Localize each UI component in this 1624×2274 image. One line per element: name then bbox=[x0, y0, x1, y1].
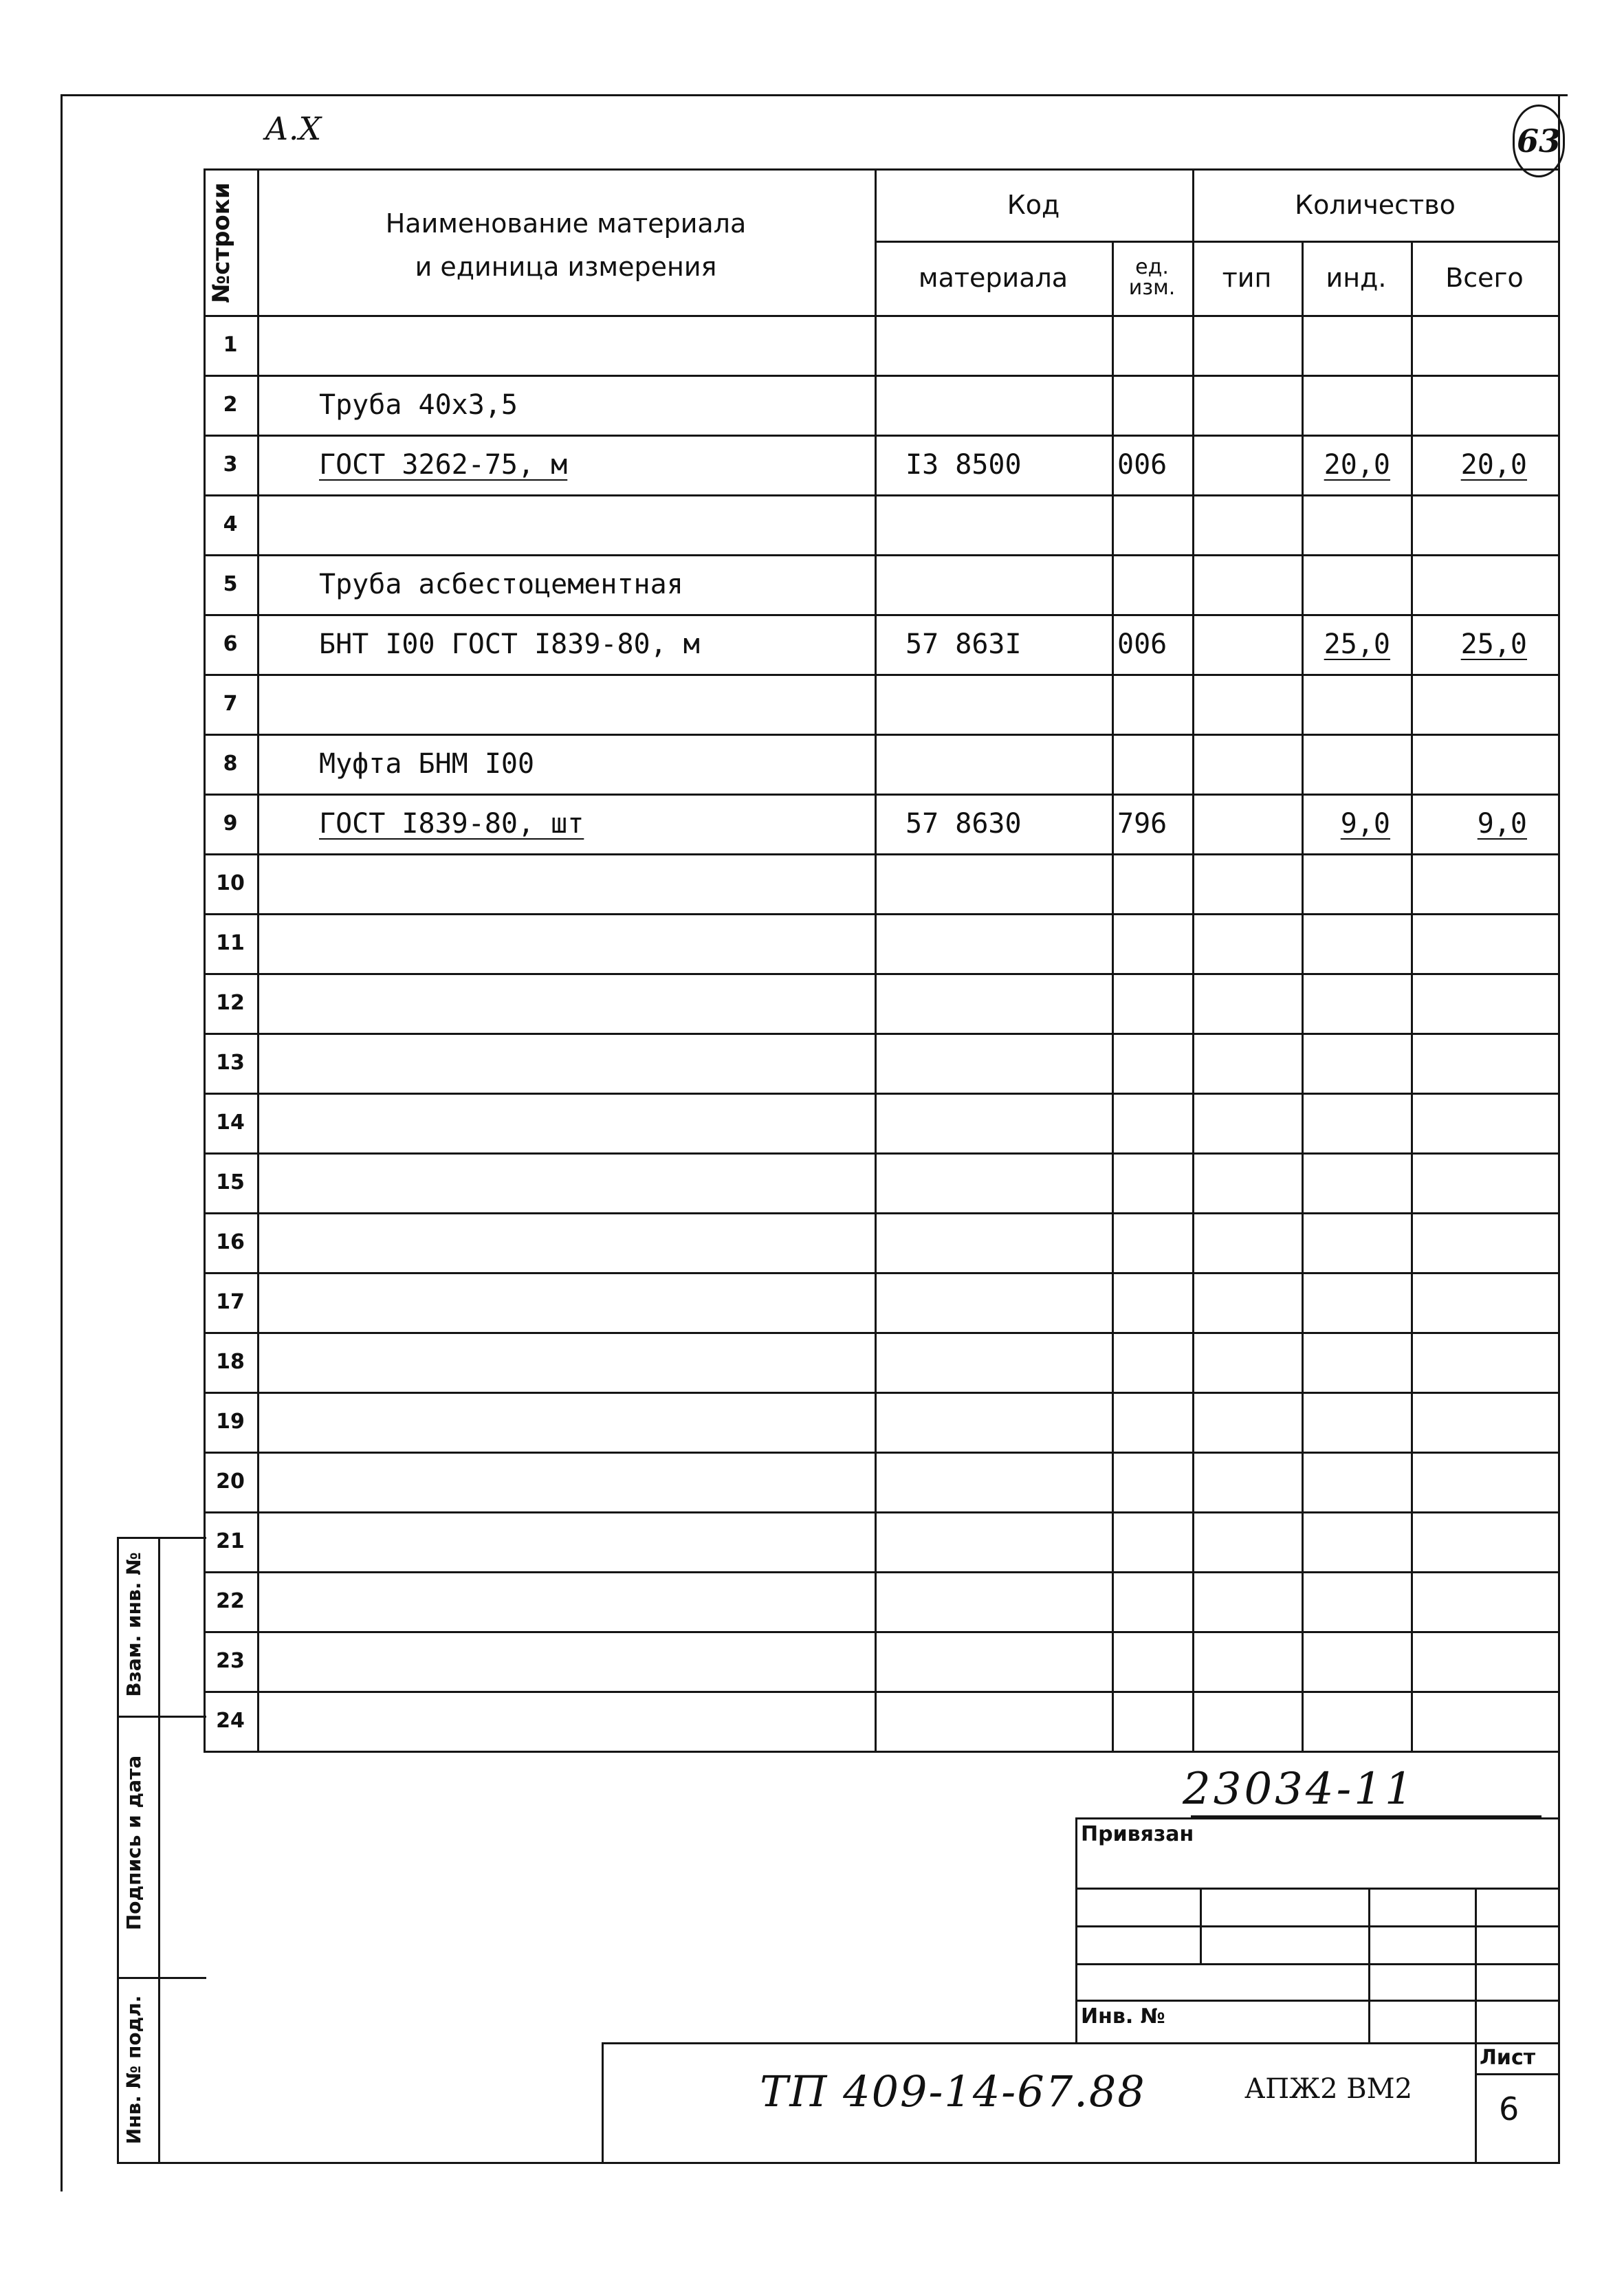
table-column-line bbox=[1558, 168, 1560, 1751]
cell-type bbox=[1192, 1152, 1302, 1212]
cell-unit: 006 bbox=[1117, 628, 1167, 660]
margin-divider-lower bbox=[117, 1977, 206, 1979]
cell-type bbox=[1192, 1033, 1302, 1093]
row-number: 4 bbox=[223, 512, 238, 536]
cell-type bbox=[1192, 1332, 1302, 1392]
cell-total bbox=[1411, 1452, 1558, 1511]
header-qty-type: тип bbox=[1222, 263, 1272, 293]
cell-total bbox=[1411, 1033, 1558, 1093]
cell-total bbox=[1411, 1093, 1558, 1152]
margin-divider-top bbox=[117, 1537, 206, 1539]
cell-name: ГОСТ I839-80, шт bbox=[319, 807, 584, 840]
table-row-line bbox=[204, 1212, 1558, 1214]
table-row-line bbox=[204, 1392, 1558, 1394]
cell-name bbox=[257, 1691, 875, 1751]
stamp-left bbox=[602, 2042, 604, 2163]
row-number: 3 bbox=[223, 452, 238, 477]
cell-total bbox=[1411, 1631, 1558, 1691]
row-number: 2 bbox=[223, 393, 238, 417]
cell-name bbox=[257, 973, 875, 1033]
cell-type bbox=[1192, 554, 1302, 614]
row-number: 7 bbox=[223, 692, 238, 716]
cell-unit bbox=[1112, 1392, 1192, 1452]
cell-ind bbox=[1302, 1571, 1411, 1631]
cell-ind bbox=[1302, 375, 1411, 435]
cell-unit bbox=[1112, 674, 1192, 734]
header-name-line2: и единица измерения bbox=[415, 252, 717, 282]
cell-unit bbox=[1112, 1152, 1192, 1212]
cell-ind bbox=[1302, 1452, 1411, 1511]
cell-code bbox=[875, 734, 1112, 794]
cell-name bbox=[257, 674, 875, 734]
cell-total: 25,0 bbox=[1460, 628, 1527, 660]
table-header-bottom-line bbox=[204, 315, 1558, 317]
cell-code bbox=[875, 1392, 1112, 1452]
cell-type bbox=[1192, 1511, 1302, 1571]
margin-inner-mid bbox=[158, 1537, 160, 2163]
table-column-line bbox=[1411, 241, 1413, 1751]
header-unit bbox=[1112, 242, 1192, 314]
cell-type bbox=[1192, 375, 1302, 435]
table-row-line bbox=[204, 674, 1558, 676]
cell-type bbox=[1192, 674, 1302, 734]
table-row-line bbox=[204, 1452, 1558, 1454]
cell-total: 20,0 bbox=[1460, 448, 1527, 481]
cell-unit: 006 bbox=[1117, 448, 1167, 481]
cell-code bbox=[875, 1272, 1112, 1332]
row-number: 14 bbox=[216, 1111, 245, 1135]
table-row-line bbox=[204, 494, 1558, 496]
table-row-line bbox=[204, 614, 1558, 616]
cell-name: Муфта БНМ I00 bbox=[319, 747, 535, 780]
table-row-line bbox=[204, 794, 1558, 796]
cell-total bbox=[1411, 494, 1558, 554]
page-stamp-number: 63 bbox=[1516, 122, 1561, 160]
cell-ind bbox=[1302, 315, 1411, 375]
cell-unit bbox=[1112, 1452, 1192, 1511]
cell-name bbox=[257, 1212, 875, 1272]
cell-type bbox=[1192, 794, 1302, 853]
cell-total bbox=[1411, 1332, 1558, 1392]
row-number: 19 bbox=[216, 1410, 245, 1434]
cell-code bbox=[875, 1033, 1112, 1093]
header-qty-total: Всего bbox=[1445, 263, 1524, 293]
table-row-line bbox=[204, 1691, 1558, 1693]
cell-ind bbox=[1302, 1332, 1411, 1392]
cell-name bbox=[257, 1392, 875, 1452]
row-number: 11 bbox=[216, 931, 245, 955]
cell-code bbox=[875, 1571, 1112, 1631]
header-quantity-group: Количество bbox=[1295, 189, 1456, 220]
row-number: 13 bbox=[216, 1051, 245, 1075]
row-number: 22 bbox=[216, 1589, 245, 1613]
cell-type bbox=[1192, 1272, 1302, 1332]
cell-unit bbox=[1112, 1093, 1192, 1152]
cell-type bbox=[1192, 1392, 1302, 1452]
cell-unit bbox=[1112, 1571, 1192, 1631]
cell-unit bbox=[1112, 554, 1192, 614]
cell-code bbox=[875, 853, 1112, 913]
header-code-group: Код bbox=[1007, 189, 1060, 220]
cell-total bbox=[1411, 1571, 1558, 1631]
cell-code: 57 8630 bbox=[906, 807, 1022, 840]
cell-total bbox=[1411, 375, 1558, 435]
cell-unit: 796 bbox=[1117, 807, 1167, 840]
cell-code bbox=[875, 1452, 1112, 1511]
row-number: 18 bbox=[216, 1350, 245, 1374]
cell-ind: 25,0 bbox=[1324, 628, 1390, 660]
cell-code bbox=[875, 674, 1112, 734]
cell-unit bbox=[1112, 494, 1192, 554]
cell-unit bbox=[1112, 734, 1192, 794]
margin-label-replace-inv: Взам. инв. № bbox=[122, 1552, 145, 1697]
cell-code bbox=[875, 554, 1112, 614]
sheet-number: 6 bbox=[1499, 2090, 1519, 2128]
cell-type bbox=[1192, 1691, 1302, 1751]
row-number: 17 bbox=[216, 1290, 245, 1314]
cell-total bbox=[1411, 1272, 1558, 1332]
cell-code bbox=[875, 315, 1112, 375]
cell-ind bbox=[1302, 973, 1411, 1033]
header-qty-ind: инд. bbox=[1326, 263, 1387, 293]
cell-ind bbox=[1302, 1212, 1411, 1272]
cell-ind bbox=[1302, 674, 1411, 734]
cell-name: Труба 40х3,5 bbox=[319, 389, 518, 421]
cell-ind bbox=[1302, 1392, 1411, 1452]
cell-ind bbox=[1302, 1272, 1411, 1332]
margin-label-inv-orig: Инв. № подл. bbox=[122, 1995, 145, 2145]
cell-unit bbox=[1112, 315, 1192, 375]
cell-unit bbox=[1112, 375, 1192, 435]
table-row-line bbox=[204, 1751, 1558, 1753]
cell-ind bbox=[1302, 1093, 1411, 1152]
cell-code: 57 863I bbox=[906, 628, 1022, 660]
cell-name bbox=[257, 494, 875, 554]
cell-type bbox=[1192, 1631, 1302, 1691]
doc-mark: АПЖ2 ВМ2 bbox=[1244, 2073, 1413, 2105]
table-row-line bbox=[204, 1152, 1558, 1155]
cell-unit bbox=[1112, 973, 1192, 1033]
cell-code bbox=[875, 1511, 1112, 1571]
cell-unit bbox=[1112, 1332, 1192, 1392]
table-row-line bbox=[204, 1272, 1558, 1274]
margin-divider-middle bbox=[117, 1716, 206, 1718]
sheet-label: Лист bbox=[1480, 2046, 1536, 2070]
stamp-top bbox=[602, 2042, 1559, 2044]
table-column-line bbox=[1112, 241, 1114, 1751]
cell-code bbox=[875, 1093, 1112, 1152]
cell-name bbox=[257, 315, 875, 375]
cell-code bbox=[875, 1631, 1112, 1691]
table-row-line bbox=[204, 734, 1558, 736]
table-row-line bbox=[204, 1511, 1558, 1513]
header-unit-line2: изм. bbox=[1128, 276, 1176, 300]
cell-type bbox=[1192, 1093, 1302, 1152]
tie-number: 23034-11 bbox=[1183, 1764, 1416, 1815]
cell-name bbox=[257, 1511, 875, 1571]
cell-code bbox=[875, 913, 1112, 973]
cell-unit bbox=[1112, 1511, 1192, 1571]
margin-inner-left bbox=[117, 1537, 119, 2163]
row-number: 23 bbox=[216, 1649, 245, 1673]
cell-total bbox=[1411, 1392, 1558, 1452]
table-row-line bbox=[204, 853, 1558, 855]
cell-ind: 9,0 bbox=[1340, 807, 1390, 840]
title-grid-row1 bbox=[1075, 1888, 1559, 1890]
row-number: 12 bbox=[216, 991, 245, 1015]
cell-code bbox=[875, 973, 1112, 1033]
frame-left-border bbox=[61, 94, 63, 2191]
row-number: 5 bbox=[223, 572, 238, 596]
cell-name: ГОСТ 3262-75, м bbox=[319, 448, 568, 481]
cell-total bbox=[1411, 315, 1558, 375]
cell-code bbox=[875, 375, 1112, 435]
title-grid-col1 bbox=[1200, 1888, 1202, 1963]
cell-name bbox=[257, 1631, 875, 1691]
cell-type bbox=[1192, 1452, 1302, 1511]
cell-name bbox=[257, 1332, 875, 1392]
cell-total bbox=[1411, 1212, 1558, 1272]
table-row-line bbox=[204, 435, 1558, 437]
table-row-line bbox=[204, 1033, 1558, 1035]
cell-name bbox=[257, 853, 875, 913]
title-grid-col2 bbox=[1368, 1888, 1370, 2044]
table-row-line bbox=[204, 375, 1558, 377]
cell-code bbox=[875, 1332, 1112, 1392]
table-row-line bbox=[204, 1571, 1558, 1573]
cell-unit bbox=[1112, 1033, 1192, 1093]
cell-ind bbox=[1302, 734, 1411, 794]
cell-total bbox=[1411, 1511, 1558, 1571]
doc-code: ТП 409-14-67.88 bbox=[760, 2066, 1146, 2117]
header-unit-line1: ед. bbox=[1135, 255, 1169, 279]
table-row-line bbox=[204, 554, 1558, 556]
table-row-line bbox=[204, 913, 1558, 915]
table-row-line bbox=[204, 1093, 1558, 1095]
cell-name bbox=[257, 1571, 875, 1631]
table-top-line bbox=[204, 168, 1558, 171]
table-row-line bbox=[204, 973, 1558, 975]
header-name-line1: Наименование материала bbox=[385, 208, 747, 239]
cell-ind bbox=[1302, 853, 1411, 913]
margin-label-sign-date: Подпись и дата bbox=[122, 1755, 145, 1931]
cell-name bbox=[257, 1452, 875, 1511]
cell-total: 9,0 bbox=[1477, 807, 1527, 840]
cell-code: I3 8500 bbox=[906, 448, 1022, 481]
cell-ind bbox=[1302, 1152, 1411, 1212]
cell-ind bbox=[1302, 1631, 1411, 1691]
cell-unit bbox=[1112, 913, 1192, 973]
page-stamp bbox=[1513, 105, 1565, 177]
cell-code bbox=[875, 1691, 1112, 1751]
cell-ind: 20,0 bbox=[1324, 448, 1390, 481]
cell-total bbox=[1411, 913, 1558, 973]
cell-total bbox=[1411, 674, 1558, 734]
cell-type bbox=[1192, 1571, 1302, 1631]
row-number: 9 bbox=[223, 811, 238, 835]
title-grid-col3 bbox=[1475, 1888, 1477, 2163]
cell-type bbox=[1192, 315, 1302, 375]
cell-unit bbox=[1112, 1691, 1192, 1751]
cell-name bbox=[257, 1152, 875, 1212]
cell-type bbox=[1192, 853, 1302, 913]
cell-code bbox=[875, 494, 1112, 554]
tied-label: Привязан bbox=[1081, 1822, 1194, 1846]
cell-code bbox=[875, 1212, 1112, 1272]
cell-type bbox=[1192, 1212, 1302, 1272]
cell-type bbox=[1192, 435, 1302, 494]
row-number: 8 bbox=[223, 752, 238, 776]
title-grid-row2 bbox=[1075, 1925, 1559, 1927]
inv-label: Инв. № bbox=[1081, 2004, 1165, 2029]
row-number: 6 bbox=[223, 632, 238, 656]
row-number: 21 bbox=[216, 1529, 245, 1553]
corner-note: А.Х bbox=[265, 110, 322, 147]
cell-type bbox=[1192, 913, 1302, 973]
header-code-material: материала bbox=[918, 263, 1068, 293]
table-column-line bbox=[1302, 241, 1304, 1751]
cell-name bbox=[257, 913, 875, 973]
cell-total bbox=[1411, 1152, 1558, 1212]
cell-unit bbox=[1112, 853, 1192, 913]
cell-ind bbox=[1302, 554, 1411, 614]
frame-bottom-border bbox=[117, 2162, 1560, 2164]
row-number: 24 bbox=[216, 1709, 245, 1733]
header-row-number: №строки bbox=[208, 182, 235, 303]
cell-ind bbox=[1302, 1511, 1411, 1571]
cell-ind bbox=[1302, 913, 1411, 973]
cell-name bbox=[257, 1033, 875, 1093]
cell-unit bbox=[1112, 1272, 1192, 1332]
row-number: 1 bbox=[223, 333, 238, 357]
sheet-cell-divider bbox=[1475, 2073, 1559, 2075]
cell-name: БНТ I00 ГОСТ I839-80, м bbox=[319, 628, 700, 660]
row-number: 10 bbox=[216, 871, 245, 895]
row-number: 16 bbox=[216, 1230, 245, 1254]
row-number: 20 bbox=[216, 1469, 245, 1494]
cell-type bbox=[1192, 614, 1302, 674]
table-subheader-line bbox=[875, 241, 1558, 243]
frame-top-border bbox=[61, 94, 1568, 96]
cell-ind bbox=[1302, 1033, 1411, 1093]
title-grid-row3 bbox=[1075, 1963, 1559, 1965]
cell-total bbox=[1411, 853, 1558, 913]
cell-unit bbox=[1112, 1631, 1192, 1691]
cell-total bbox=[1411, 973, 1558, 1033]
table-row-line bbox=[204, 1332, 1558, 1334]
title-block-top bbox=[1075, 1817, 1559, 1819]
cell-name bbox=[257, 1272, 875, 1332]
row-number: 15 bbox=[216, 1170, 245, 1194]
cell-name bbox=[257, 1093, 875, 1152]
cell-type bbox=[1192, 734, 1302, 794]
cell-type bbox=[1192, 973, 1302, 1033]
table-row-line bbox=[204, 1631, 1558, 1633]
cell-name: Труба асбестоцементная bbox=[319, 568, 683, 600]
cell-ind bbox=[1302, 1691, 1411, 1751]
cell-type bbox=[1192, 494, 1302, 554]
cell-total bbox=[1411, 1691, 1558, 1751]
cell-total bbox=[1411, 734, 1558, 794]
title-grid-row4 bbox=[1075, 2000, 1559, 2002]
cell-unit bbox=[1112, 1212, 1192, 1272]
cell-ind bbox=[1302, 494, 1411, 554]
title-block-left bbox=[1075, 1817, 1077, 2044]
cell-total bbox=[1411, 554, 1558, 614]
cell-code bbox=[875, 1152, 1112, 1212]
